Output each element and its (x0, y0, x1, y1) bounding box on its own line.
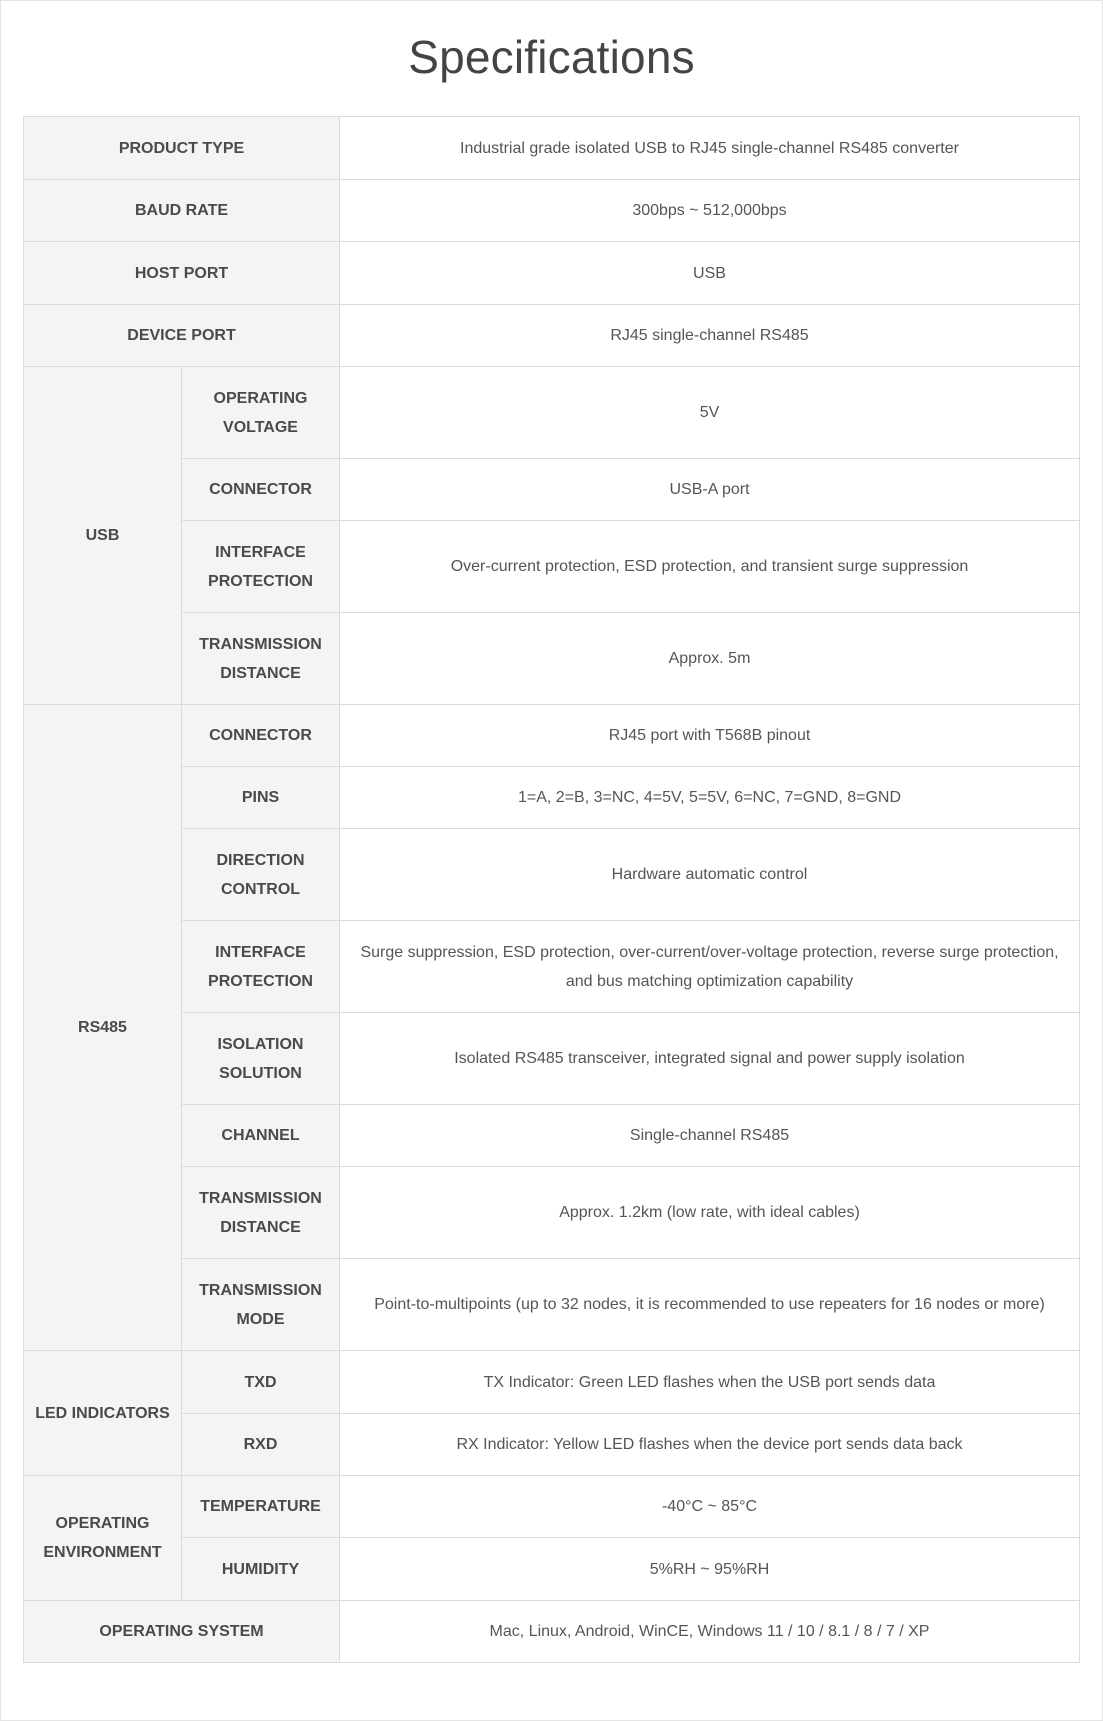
spec-value-led-txd: TX Indicator: Green LED flashes when the USB port sends data (340, 1351, 1080, 1414)
spec-label-usb-operating-voltage: OPERATING VOLTAGE (182, 367, 340, 459)
spec-value-rs485-isolation-solution: Isolated RS485 transceiver, integrated signal and power supply isolation (340, 1013, 1080, 1105)
spec-value-rs485-transmission-distance: Approx. 1.2km (low rate, with ideal cables) (340, 1167, 1080, 1259)
table-row (24, 1476, 1080, 1538)
table-row (24, 921, 1080, 1013)
spec-value-rs485-pins: 1=A, 2=B, 3=NC, 4=5V, 5=5V, 6=NC, 7=GND, 8=GND (340, 767, 1080, 829)
table-row (24, 613, 1080, 705)
group-label-operating-environment: OPERATING ENVIRONMENT (24, 1476, 182, 1601)
table-row (24, 1259, 1080, 1351)
spec-label-rs485-direction-control: DIRECTION CONTROL (182, 829, 340, 921)
spec-value-led-rxd: RX Indicator: Yellow LED flashes when the device port sends data back (340, 1414, 1080, 1476)
spec-value-product-type: Industrial grade isolated USB to RJ45 single-channel RS485 converter (340, 117, 1080, 180)
group-label-usb: USB (24, 367, 182, 705)
table-row (24, 767, 1080, 829)
spec-label-operating-system: OPERATING SYSTEM (24, 1601, 340, 1663)
spec-label-rs485-interface-protection: INTERFACE PROTECTION (182, 921, 340, 1013)
table-row (24, 117, 1080, 180)
spec-label-rs485-channel: CHANNEL (182, 1105, 340, 1167)
spec-value-temperature: -40°C ~ 85°C (340, 1476, 1080, 1538)
table-row (24, 242, 1080, 305)
spec-label-temperature: TEMPERATURE (182, 1476, 340, 1538)
spec-value-host-port: USB (340, 242, 1080, 305)
table-row (24, 305, 1080, 367)
table-row (24, 1351, 1080, 1414)
spec-label-usb-interface-protection: INTERFACE PROTECTION (182, 521, 340, 613)
table-row (24, 829, 1080, 921)
group-label-rs485: RS485 (24, 705, 182, 1351)
specifications-table (23, 116, 1080, 1663)
spec-label-product-type: PRODUCT TYPE (24, 117, 340, 180)
spec-label-rs485-transmission-mode: TRANSMISSION MODE (182, 1259, 340, 1351)
spec-label-rs485-isolation-solution: ISOLATION SOLUTION (182, 1013, 340, 1105)
table-row (24, 1105, 1080, 1167)
table-row (24, 367, 1080, 459)
spec-value-device-port: RJ45 single-channel RS485 (340, 305, 1080, 367)
spec-value-baud-rate: 300bps ~ 512,000bps (340, 180, 1080, 242)
spec-label-usb-connector: CONNECTOR (182, 459, 340, 521)
spec-value-rs485-direction-control: Hardware automatic control (340, 829, 1080, 921)
spec-label-baud-rate: BAUD RATE (24, 180, 340, 242)
table-row (24, 459, 1080, 521)
table-row (24, 705, 1080, 767)
spec-label-led-txd: TXD (182, 1351, 340, 1414)
table-row (24, 521, 1080, 613)
spec-value-humidity: 5%RH ~ 95%RH (340, 1538, 1080, 1601)
spec-value-rs485-connector: RJ45 port with T568B pinout (340, 705, 1080, 767)
spec-value-usb-connector: USB-A port (340, 459, 1080, 521)
spec-label-led-rxd: RXD (182, 1414, 340, 1476)
spec-label-rs485-pins: PINS (182, 767, 340, 829)
spec-label-host-port: HOST PORT (24, 242, 340, 305)
spec-label-rs485-transmission-distance: TRANSMISSION DISTANCE (182, 1167, 340, 1259)
spec-value-rs485-transmission-mode: Point-to-multipoints (up to 32 nodes, it is recommended to use repeaters for 16 nodes or more) (340, 1259, 1080, 1351)
table-row (24, 1013, 1080, 1105)
spec-label-rs485-connector: CONNECTOR (182, 705, 340, 767)
spec-value-usb-interface-protection: Over-current protection, ESD protection, and transient surge suppression (340, 521, 1080, 613)
table-row (24, 1538, 1080, 1601)
table-row (24, 1167, 1080, 1259)
group-label-led-indicators: LED INDICATORS (24, 1351, 182, 1476)
spec-label-device-port: DEVICE PORT (24, 305, 340, 367)
spec-value-usb-operating-voltage: 5V (340, 367, 1080, 459)
spec-value-operating-system: Mac, Linux, Android, WinCE, Windows 11 / 10 / 8.1 / 8 / 7 / XP (340, 1601, 1080, 1663)
table-row (24, 180, 1080, 242)
spec-label-usb-transmission-distance: TRANSMISSION DISTANCE (182, 613, 340, 705)
spec-value-rs485-channel: Single-channel RS485 (340, 1105, 1080, 1167)
spec-value-rs485-interface-protection: Surge suppression, ESD protection, over-current/over-voltage protection, reverse surge protection, and bus matching optimization capability (340, 921, 1080, 1013)
spec-label-humidity: HUMIDITY (182, 1538, 340, 1601)
page-title: Specifications (408, 31, 695, 83)
table-row (24, 1414, 1080, 1476)
table-row (24, 1601, 1080, 1663)
spec-value-usb-transmission-distance: Approx. 5m (340, 613, 1080, 705)
